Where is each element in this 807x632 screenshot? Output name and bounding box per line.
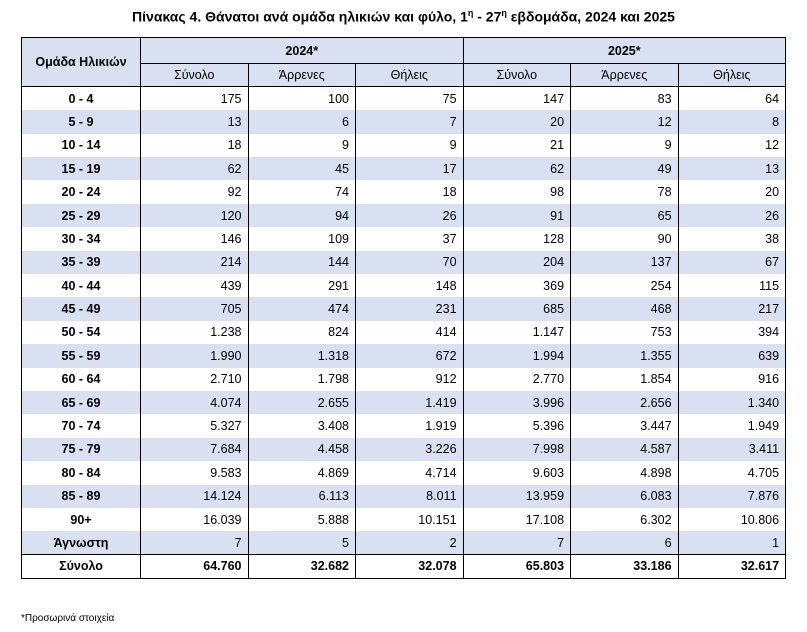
value-cell: 7.684 (141, 438, 249, 461)
value-cell: 62 (141, 157, 249, 180)
value-cell: 217 (678, 297, 786, 320)
value-cell: 10.806 (678, 508, 786, 531)
age-group-cell: 70 - 74 (22, 414, 141, 437)
value-cell: 7.998 (463, 438, 571, 461)
value-cell: 2.656 (571, 391, 679, 414)
age-group-cell: 30 - 34 (22, 227, 141, 250)
column-header: Σύνολο (463, 64, 571, 87)
age-group-cell: 55 - 59 (22, 344, 141, 367)
table-row (22, 344, 786, 367)
table-row (22, 391, 786, 414)
total-value-cell: 65.803 (463, 555, 571, 578)
value-cell: 1.798 (248, 368, 356, 391)
value-cell: 147 (463, 87, 571, 110)
age-group-cell: 65 - 69 (22, 391, 141, 414)
value-cell: 3.447 (571, 414, 679, 437)
value-cell: 1.854 (571, 368, 679, 391)
value-cell: 17.108 (463, 508, 571, 531)
age-group-cell: 0 - 4 (22, 87, 141, 110)
table-row (22, 297, 786, 320)
value-cell: 98 (463, 180, 571, 203)
value-cell: 120 (141, 204, 249, 227)
value-cell: 3.996 (463, 391, 571, 414)
age-group-cell: 50 - 54 (22, 321, 141, 344)
value-cell: 9 (356, 134, 464, 157)
value-cell: 38 (678, 227, 786, 250)
value-cell: 94 (248, 204, 356, 227)
age-group-cell: 75 - 79 (22, 438, 141, 461)
value-cell: 1.419 (356, 391, 464, 414)
value-cell: 672 (356, 344, 464, 367)
value-cell: 12 (678, 134, 786, 157)
value-cell: 9 (248, 134, 356, 157)
value-cell: 1.994 (463, 344, 571, 367)
value-cell: 65 (571, 204, 679, 227)
value-cell: 414 (356, 321, 464, 344)
value-cell: 16.039 (141, 508, 249, 531)
age-group-cell: 35 - 39 (22, 251, 141, 274)
column-header: Άρρενες (248, 64, 356, 87)
value-cell: 3.411 (678, 438, 786, 461)
value-cell: 468 (571, 297, 679, 320)
value-cell: 824 (248, 321, 356, 344)
value-cell: 148 (356, 274, 464, 297)
value-cell: 639 (678, 344, 786, 367)
value-cell: 9 (571, 134, 679, 157)
value-cell: 18 (141, 134, 249, 157)
age-group-cell: 85 - 89 (22, 485, 141, 508)
value-cell: 1.340 (678, 391, 786, 414)
value-cell: 26 (356, 204, 464, 227)
value-cell: 9.603 (463, 461, 571, 484)
age-group-cell: Άγνωστη (22, 531, 141, 554)
value-cell: 90 (571, 227, 679, 250)
value-cell: 8.011 (356, 485, 464, 508)
value-cell: 75 (356, 87, 464, 110)
value-cell: 753 (571, 321, 679, 344)
value-cell: 6 (571, 531, 679, 554)
value-cell: 1 (678, 531, 786, 554)
footnote: *Προσωρινά στοιχεία (21, 613, 115, 624)
value-cell: 5.888 (248, 508, 356, 531)
value-cell: 1.238 (141, 321, 249, 344)
value-cell: 49 (571, 157, 679, 180)
value-cell: 13 (678, 157, 786, 180)
value-cell: 4.587 (571, 438, 679, 461)
value-cell: 231 (356, 297, 464, 320)
value-cell: 175 (141, 87, 249, 110)
value-cell: 369 (463, 274, 571, 297)
value-cell: 474 (248, 297, 356, 320)
column-header: Θήλεις (678, 64, 786, 87)
value-cell: 37 (356, 227, 464, 250)
value-cell: 2.655 (248, 391, 356, 414)
value-cell: 62 (463, 157, 571, 180)
table-row (22, 110, 786, 133)
value-cell: 3.408 (248, 414, 356, 437)
value-cell: 254 (571, 274, 679, 297)
value-cell: 1.919 (356, 414, 464, 437)
value-cell: 2.770 (463, 368, 571, 391)
value-cell: 128 (463, 227, 571, 250)
value-cell: 6.113 (248, 485, 356, 508)
value-cell: 4.714 (356, 461, 464, 484)
table-row (22, 180, 786, 203)
value-cell: 1.949 (678, 414, 786, 437)
value-cell: 2.710 (141, 368, 249, 391)
age-group-cell: 45 - 49 (22, 297, 141, 320)
age-group-header: Ομάδα Ηλικιών (22, 38, 141, 87)
value-cell: 10.151 (356, 508, 464, 531)
column-header: Θήλεις (356, 64, 464, 87)
total-value-cell: 64.760 (141, 555, 249, 578)
value-cell: 4.869 (248, 461, 356, 484)
table-row (22, 508, 786, 531)
value-cell: 21 (463, 134, 571, 157)
value-cell: 4.074 (141, 391, 249, 414)
total-value-cell: 32.617 (678, 555, 786, 578)
value-cell: 8 (678, 110, 786, 133)
deaths-table (21, 37, 786, 579)
value-cell: 45 (248, 157, 356, 180)
value-cell: 1.318 (248, 344, 356, 367)
value-cell: 13.959 (463, 485, 571, 508)
table-title: Πίνακας 4. Θάνατοι ανά ομάδα ηλικιών και φύλο, $1^\eta - 27^\eta$ εβδομάδα, 2024 και 2025 (132, 8, 675, 25)
value-cell: 115 (678, 274, 786, 297)
value-cell: 912 (356, 368, 464, 391)
table-row (22, 227, 786, 250)
value-cell: 109 (248, 227, 356, 250)
table-row (22, 461, 786, 484)
value-cell: 17 (356, 157, 464, 180)
value-cell: 14.124 (141, 485, 249, 508)
value-cell: 1.355 (571, 344, 679, 367)
value-cell: 6.302 (571, 508, 679, 531)
value-cell: 4.705 (678, 461, 786, 484)
value-cell: 394 (678, 321, 786, 344)
table-row (22, 251, 786, 274)
age-group-cell: 80 - 84 (22, 461, 141, 484)
value-cell: 3.226 (356, 438, 464, 461)
value-cell: 12 (571, 110, 679, 133)
value-cell: 705 (141, 297, 249, 320)
table-row (22, 414, 786, 437)
table-row (22, 368, 786, 391)
value-cell: 146 (141, 227, 249, 250)
age-group-cell: 15 - 19 (22, 157, 141, 180)
value-cell: 83 (571, 87, 679, 110)
table-row (22, 134, 786, 157)
column-header: Άρρενες (571, 64, 679, 87)
value-cell: 204 (463, 251, 571, 274)
total-row (22, 555, 786, 578)
value-cell: 685 (463, 297, 571, 320)
value-cell: 4.458 (248, 438, 356, 461)
value-cell: 5 (248, 531, 356, 554)
table-row (22, 485, 786, 508)
value-cell: 439 (141, 274, 249, 297)
value-cell: 20 (463, 110, 571, 133)
value-cell: 18 (356, 180, 464, 203)
value-cell: 78 (571, 180, 679, 203)
table-row (22, 87, 786, 110)
total-value-cell: 33.186 (571, 555, 679, 578)
value-cell: 9.583 (141, 461, 249, 484)
table-row (22, 274, 786, 297)
age-group-cell: 10 - 14 (22, 134, 141, 157)
value-cell: 4.898 (571, 461, 679, 484)
value-cell: 7 (141, 531, 249, 554)
total-value-cell: 32.682 (248, 555, 356, 578)
total-value-cell: 32.078 (356, 555, 464, 578)
value-cell: 6.083 (571, 485, 679, 508)
value-cell: 214 (141, 251, 249, 274)
table-row (22, 157, 786, 180)
value-cell: 5.396 (463, 414, 571, 437)
value-cell: 26 (678, 204, 786, 227)
value-cell: 7.876 (678, 485, 786, 508)
value-cell: 5.327 (141, 414, 249, 437)
year-2024-header: 2024* (141, 38, 464, 64)
value-cell: 67 (678, 251, 786, 274)
value-cell: 92 (141, 180, 249, 203)
age-group-cell: 40 - 44 (22, 274, 141, 297)
value-cell: 291 (248, 274, 356, 297)
value-cell: 137 (571, 251, 679, 274)
total-label-cell: Σύνολο (22, 555, 141, 578)
value-cell: 1.147 (463, 321, 571, 344)
value-cell: 64 (678, 87, 786, 110)
value-cell: 91 (463, 204, 571, 227)
value-cell: 1.990 (141, 344, 249, 367)
value-cell: 916 (678, 368, 786, 391)
value-cell: 7 (356, 110, 464, 133)
table-row (22, 204, 786, 227)
age-group-cell: 25 - 29 (22, 204, 141, 227)
table-row (22, 531, 786, 554)
value-cell: 6 (248, 110, 356, 133)
age-group-cell: 60 - 64 (22, 368, 141, 391)
table-row (22, 321, 786, 344)
value-cell: 7 (463, 531, 571, 554)
age-group-cell: 20 - 24 (22, 180, 141, 203)
value-cell: 2 (356, 531, 464, 554)
value-cell: 100 (248, 87, 356, 110)
column-header: Σύνολο (141, 64, 249, 87)
value-cell: 144 (248, 251, 356, 274)
year-2025-header: 2025* (463, 38, 786, 64)
age-group-cell: 90+ (22, 508, 141, 531)
age-group-cell: 5 - 9 (22, 110, 141, 133)
table-row (22, 438, 786, 461)
value-cell: 20 (678, 180, 786, 203)
value-cell: 70 (356, 251, 464, 274)
value-cell: 13 (141, 110, 249, 133)
value-cell: 74 (248, 180, 356, 203)
